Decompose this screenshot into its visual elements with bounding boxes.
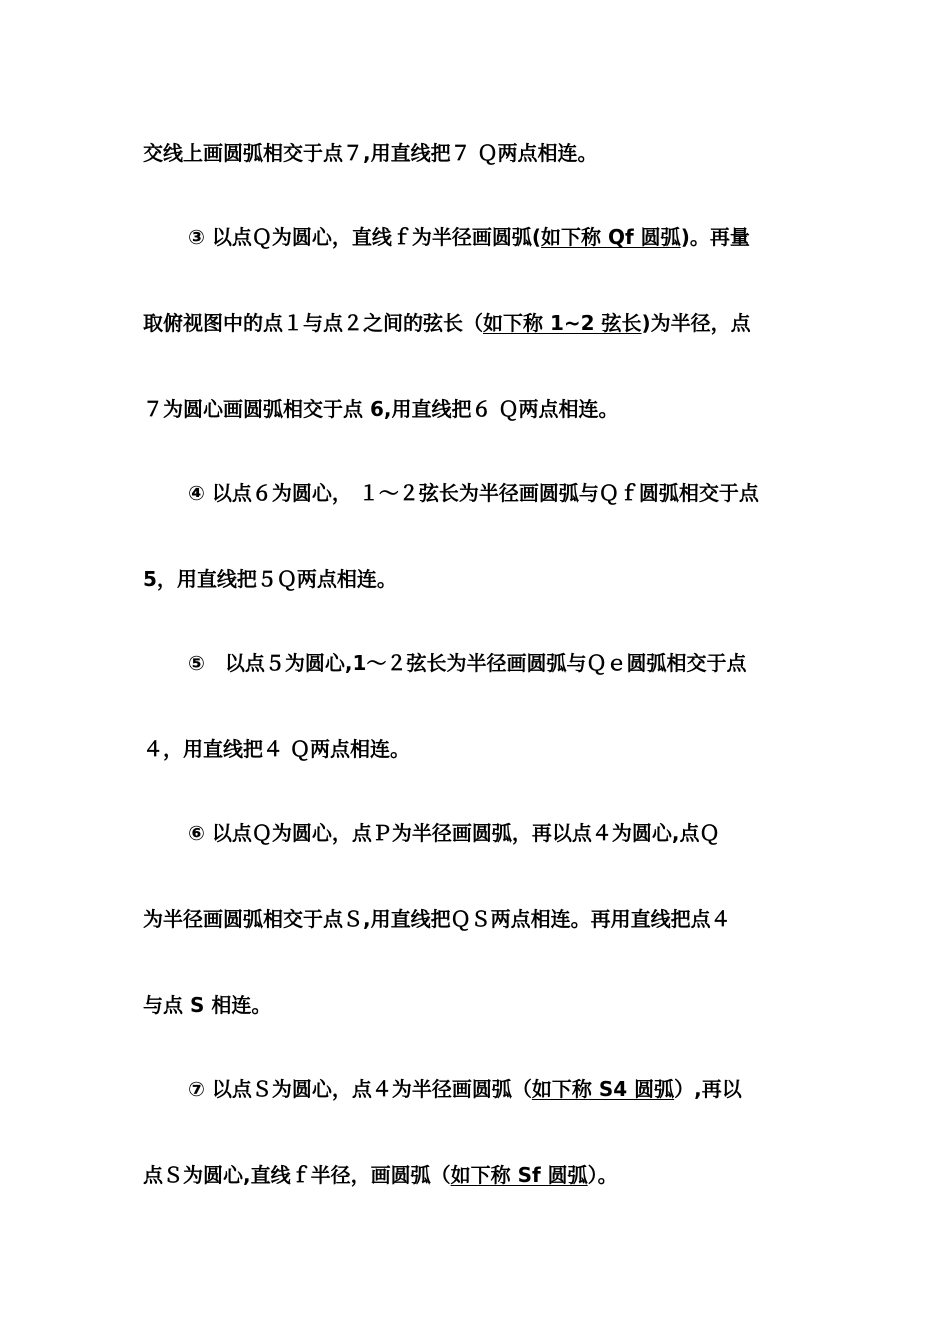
term-chord-length: 如下称 1~2 弦长 [483, 311, 642, 335]
text-line-3: 取俯视图中的点１与点２之间的弦长（如下称 1~2 弦长)为半径，点 [143, 311, 751, 335]
text-line-6: 5，用直线把５Ｑ两点相连。 [143, 567, 397, 591]
term-s4-arc: 如下称 S4 圆弧 [531, 1077, 675, 1101]
text-line-5: ④ 以点６为圆心， １～２弦长为半径画圆弧与Ｑｆ圆弧相交于点 [188, 481, 759, 505]
term-qf-arc: 如下称 Qf 圆弧 [541, 225, 681, 249]
text-line-13: 点Ｓ为圆心,直线ｆ半径，画圆弧（如下称 Sf 圆弧）。 [143, 1163, 618, 1187]
text-line-8: ４，用直线把４ Ｑ两点相连。 [143, 737, 410, 761]
text-line-12: ⑦ 以点Ｓ为圆心，点４为半径画圆弧（如下称 S4 圆弧）,再以 [188, 1077, 742, 1101]
text-line-2: ③ 以点Ｑ为圆心，直线ｆ为半径画圆弧(如下称 Qf 圆弧)。再量 [188, 225, 750, 249]
text-line-4: ７为圆心画圆弧相交于点 6,用直线把６ Ｑ两点相连。 [143, 397, 619, 421]
term-sf-arc: 如下称 Sf 圆弧 [450, 1163, 588, 1187]
text-line-10: 为半径画圆弧相交于点Ｓ,用直线把ＱＳ两点相连。再用直线把点４ [143, 907, 731, 931]
text-line-1: 交线上画圆弧相交于点７,用直线把７ Ｑ两点相连。 [143, 141, 598, 165]
text-line-7: ⑤ 以点５为圆心,1～２弦长为半径画圆弧与Ｑｅ圆弧相交于点 [188, 651, 747, 675]
text-line-9: ⑥ 以点Ｑ为圆心，点Ｐ为半径画圆弧，再以点４为圆心,点Ｑ [188, 821, 720, 845]
text-line-11: 与点 S 相连。 [143, 993, 272, 1017]
